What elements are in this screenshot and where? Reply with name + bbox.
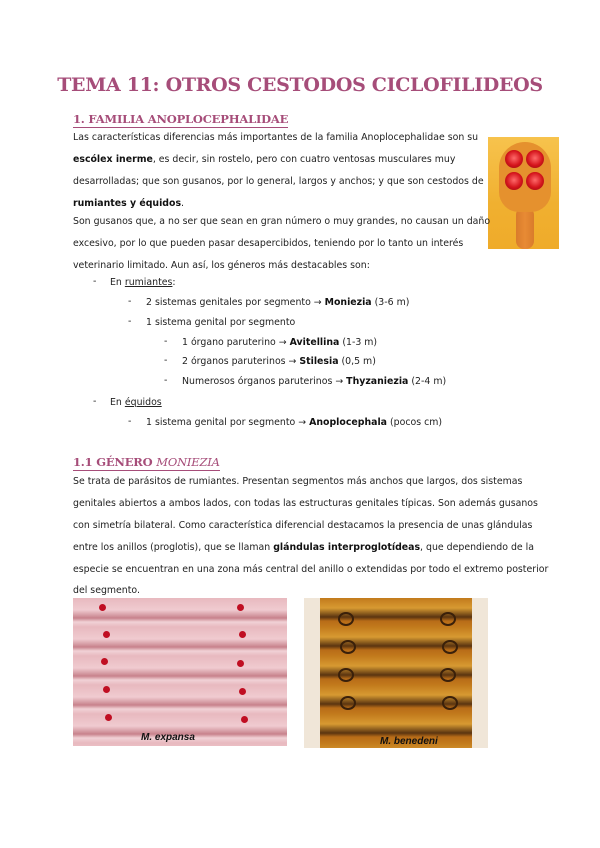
text-span: (0,5 m) <box>338 356 376 367</box>
text-span: 2 sistemas genitales por segmento → <box>146 297 325 308</box>
genital-coil <box>338 612 354 626</box>
paragraph-line: veterinario limitado. Aun así, los géneros más destacables son: <box>73 260 370 271</box>
list-dash: - <box>164 355 168 366</box>
paragraph-line <box>73 149 455 171</box>
list-dash: - <box>93 396 97 407</box>
heading-genus: MONIEZIA <box>156 455 220 469</box>
text-span: , que dependiendo de la <box>420 542 535 553</box>
figure-caption: M. benedeni <box>380 736 438 747</box>
underlined-term: rumiantes <box>124 277 173 288</box>
paragraph-line: Las características diferencias más importantes de la familia Anoplocephalidae son su <box>73 132 479 143</box>
text-span: 2 órganos paruterinos → <box>182 356 300 367</box>
paragraph-line: con simetría bilateral. Como característica diferencial destacamos la presencia de unas glándulas <box>73 520 533 531</box>
gland-dot <box>241 716 248 723</box>
text-span: (pocos cm) <box>387 417 443 428</box>
page-title: TEMA 11: OTROS CESTODOS CICLOFILIDEOS <box>57 74 543 96</box>
gland-dot <box>99 604 106 611</box>
genital-coil <box>440 612 456 626</box>
heading-text: 1.1 GÉNERO <box>73 455 157 469</box>
genital-coil <box>442 696 458 710</box>
genital-coil <box>440 668 456 682</box>
genus-name: Stilesia <box>299 356 339 367</box>
photo-margin <box>304 598 320 748</box>
gland-dot <box>101 658 108 665</box>
paragraph-line: excesivo, por lo que pueden pasar desapercibidos, teniendo por lo tanto un interés <box>73 238 464 249</box>
list-item <box>182 355 376 369</box>
list-item-equidos <box>110 396 162 410</box>
genital-coil <box>340 696 356 710</box>
text-span: (3-6 m) <box>371 297 410 308</box>
genital-coil <box>442 640 458 654</box>
sucker <box>505 172 523 190</box>
scolex-photo <box>488 137 559 249</box>
list-dash: - <box>93 276 97 287</box>
gland-dot <box>237 660 244 667</box>
text-span: (2-4 m) <box>408 376 447 387</box>
sucker <box>526 172 544 190</box>
paragraph-line: Se trata de parásitos de rumiantes. Presentan segmentos más anchos que largos, dos sistemas <box>73 476 523 487</box>
figure-caption: M. expansa <box>141 732 195 743</box>
paragraph-line: desarrolladas; que son gusanos, por lo general, largos y anchos; y que son cestodos de <box>73 176 484 187</box>
text-span: entre los anillos (proglotis), que se llaman <box>73 542 274 553</box>
gland-dot <box>239 688 246 695</box>
section-heading-familia: 1. FAMILIA ANOPLOCEPHALIDAE <box>73 112 289 126</box>
genus-name: Moniezia <box>324 297 372 308</box>
text-span: (1-3 m) <box>339 337 378 348</box>
bold-term: rumiantes y équidos <box>73 198 182 209</box>
text-span: 1 órgano paruterino → <box>182 337 290 348</box>
list-item <box>146 296 409 310</box>
text-span: En <box>110 277 125 288</box>
underlined-term: équidos <box>124 397 162 408</box>
gland-dot <box>103 631 110 638</box>
gland-dot <box>237 604 244 611</box>
list-item <box>182 336 377 350</box>
genus-name: Avitellina <box>289 337 340 348</box>
paragraph-line: Son gusanos que, a no ser que sean en gran número o muy grandes, no causan un daño <box>73 216 491 227</box>
gland-dot <box>239 631 246 638</box>
bold-term: glándulas interproglotídeas <box>273 542 421 553</box>
list-dash: - <box>164 336 168 347</box>
section-heading-moniezia <box>73 455 220 469</box>
list-item: 1 sistema genital por segmento <box>146 317 296 328</box>
sucker <box>505 150 523 168</box>
list-item <box>182 375 446 389</box>
list-dash: - <box>128 296 132 307</box>
moniezia-benedeni-photo <box>304 598 488 748</box>
text-span: En <box>110 397 125 408</box>
genus-name: Thyzaniezia <box>346 376 409 387</box>
gland-dot <box>103 686 110 693</box>
scolex-neck <box>516 207 534 249</box>
list-item-rumiantes <box>110 276 176 290</box>
list-dash: - <box>164 375 168 386</box>
text-span: . <box>181 198 185 209</box>
list-dash: - <box>128 416 132 427</box>
bold-term: escólex inerme <box>73 154 153 165</box>
paragraph-line: especie se encuentran en una zona más central del anillo o extendidas por todo el extremo posterior <box>73 564 549 575</box>
scolex-head <box>499 142 551 212</box>
list-dash: - <box>128 316 132 327</box>
photo-margin <box>472 598 488 748</box>
moniezia-expansa-photo <box>73 598 287 746</box>
text-span: Numerosos órganos paruterinos → <box>182 376 347 387</box>
list-item <box>146 416 442 430</box>
genus-name: Anoplocephala <box>309 417 387 428</box>
genital-coil <box>340 640 356 654</box>
paragraph-line: del segmento. <box>73 585 140 596</box>
paragraph-line <box>73 537 534 559</box>
genital-coil <box>338 668 354 682</box>
paragraph-line: genitales abiertos a ambos lados, con todas las estructuras genitales típicas. Son además gusanos <box>73 498 538 509</box>
text-span: , es decir, sin rostelo, pero con cuatro ventosas musculares muy <box>152 154 456 165</box>
gland-dot <box>105 714 112 721</box>
sucker <box>526 150 544 168</box>
text-span: 1 sistema genital por segmento → <box>146 417 310 428</box>
text-span: : <box>172 277 176 288</box>
